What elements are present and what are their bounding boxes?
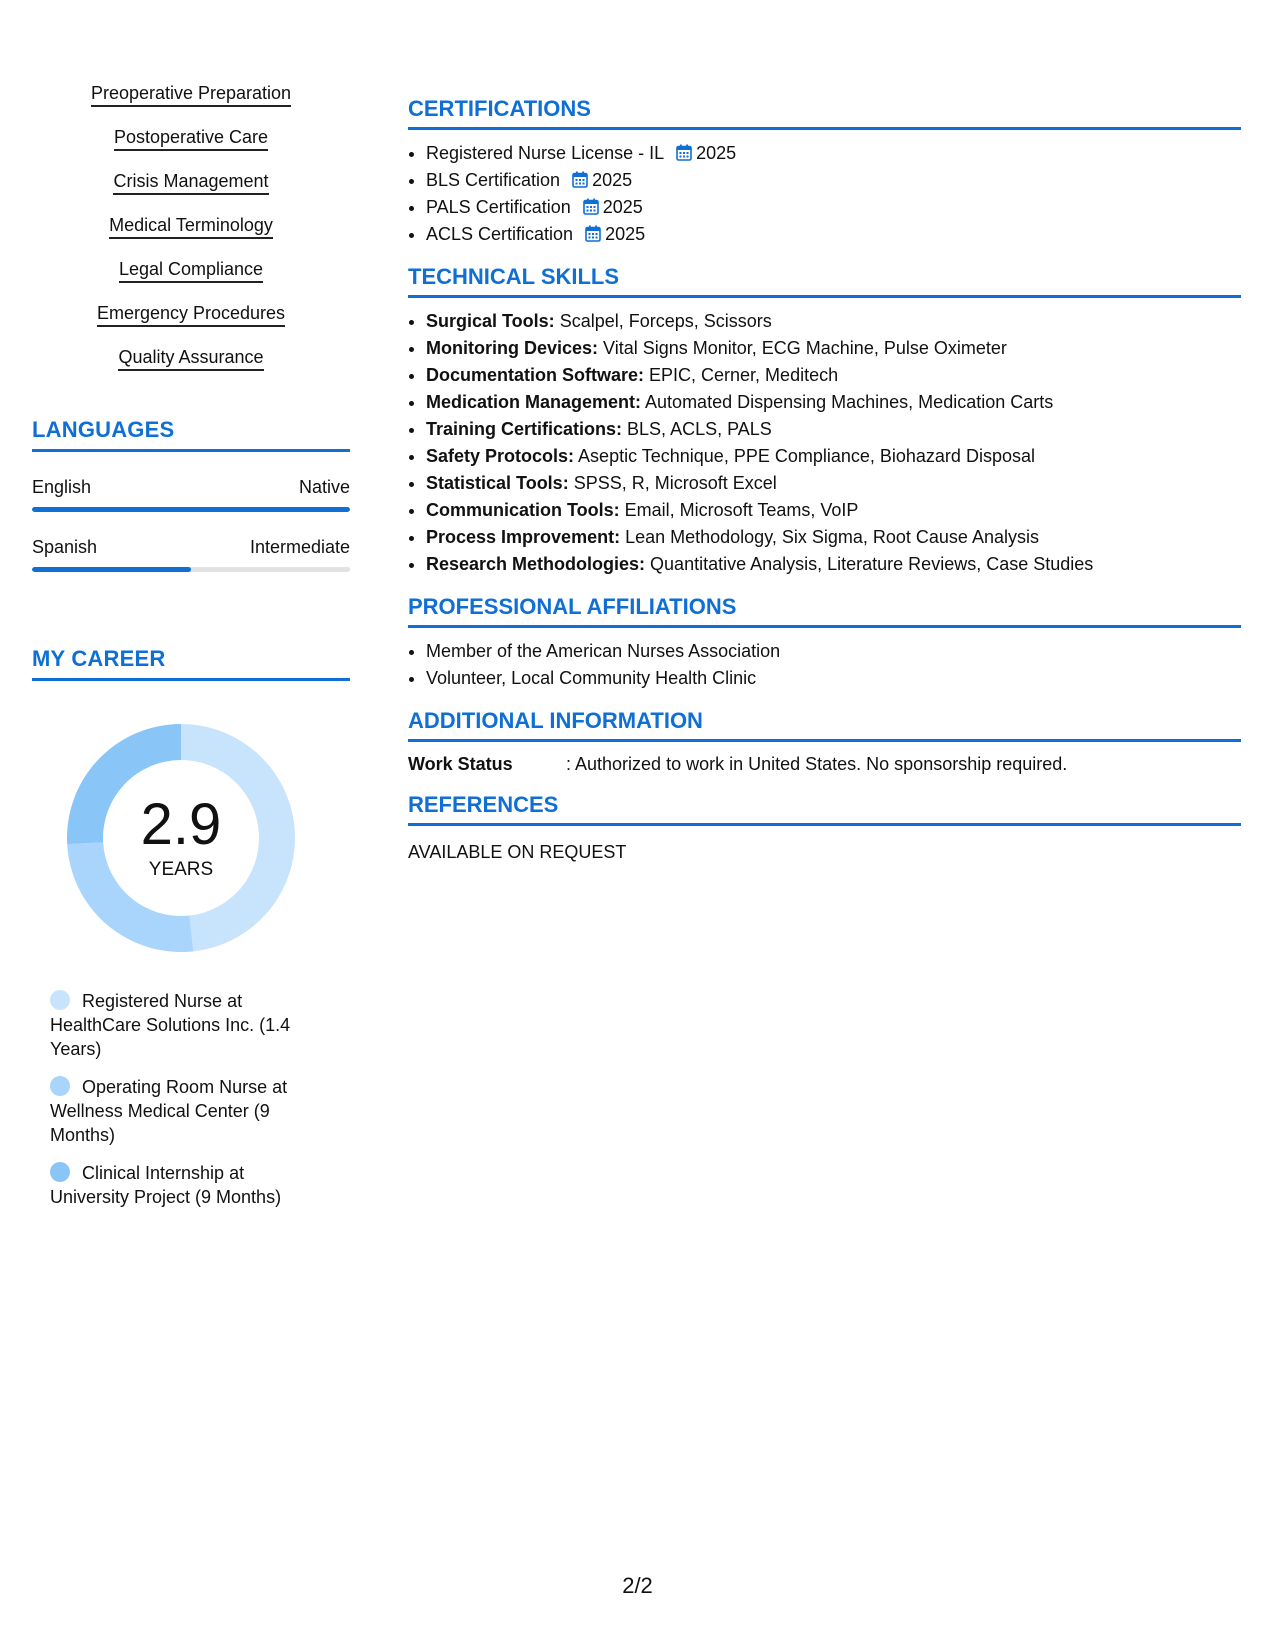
calendar-icon [585, 223, 601, 240]
career-section [32, 646, 350, 1209]
left-column [32, 82, 350, 1223]
languages-section [32, 417, 350, 572]
language-level: Intermediate [249, 537, 350, 557]
language-bar-fill [32, 567, 191, 572]
technical-skill-item: • Surgical Tools: Scalpel, Forceps, Scissors [426, 308, 1241, 335]
language-name: Spanish [32, 537, 98, 557]
references-title: REFERENCES [408, 792, 1241, 826]
work-status-row [408, 752, 1241, 776]
technical-skill-item: • Monitoring Devices: Vital Signs Monitor, ECG Machine, Pulse Oximeter [426, 335, 1241, 362]
skill-item: Legal Compliance [32, 258, 350, 283]
language-item [32, 536, 350, 572]
skill-item: Emergency Procedures [32, 302, 350, 327]
technical-skill-item: • Statistical Tools: SPSS, R, Microsoft Excel [426, 470, 1241, 497]
affiliations-list [408, 638, 1241, 692]
affiliations-section [408, 594, 1241, 692]
calendar-icon [583, 196, 599, 213]
technical-skills-title: TECHNICAL SKILLS [408, 264, 1241, 298]
language-bar [32, 567, 350, 572]
language-item [32, 476, 350, 512]
career-total: 2.9 [140, 792, 222, 857]
certification-item: • ACLS Certification 2025 [426, 221, 1241, 248]
career-legend [50, 989, 320, 1209]
legend-dot [50, 990, 70, 1010]
technical-skill-item: • Safety Protocols: Aseptic Technique, PPE Compliance, Biohazard Disposal [426, 443, 1241, 470]
technical-skill-item: • Medication Management: Automated Dispensing Machines, Medication Carts [426, 389, 1241, 416]
technical-skill-item: • Training Certifications: BLS, ACLS, PALS [426, 416, 1241, 443]
affiliation-item: • Member of the American Nurses Association [426, 638, 1241, 665]
language-level: Native [298, 477, 350, 497]
legend-dot [50, 1162, 70, 1182]
skills-list [32, 82, 350, 371]
technical-skill-item: • Communication Tools: Email, Microsoft Teams, VoIP [426, 497, 1241, 524]
language-bar-fill [32, 507, 350, 512]
skill-item: Preoperative Preparation [32, 82, 350, 107]
career-donut [66, 723, 296, 953]
certification-item: • Registered Nurse License - IL 2025 [426, 140, 1241, 167]
legend-item: Operating Room Nurse at Wellness Medical Center (9 Months) [50, 1077, 288, 1145]
technical-skill-item: • Process Improvement: Lean Methodology, Six Sigma, Root Cause Analysis [426, 524, 1241, 551]
certifications-list [408, 140, 1241, 248]
certification-item: • BLS Certification 2025 [426, 167, 1241, 194]
references-section [408, 792, 1241, 864]
skill-item: Medical Terminology [32, 214, 350, 239]
language-name: English [32, 477, 92, 497]
legend-item: Registered Nurse at HealthCare Solutions Inc. (1.4 Years) [50, 991, 291, 1059]
skill-item: Crisis Management [32, 170, 350, 195]
languages-title: LANGUAGES [32, 417, 350, 452]
calendar-icon [572, 169, 588, 186]
certifications-title: CERTIFICATIONS [408, 96, 1241, 130]
additional-info-section [408, 708, 1241, 776]
certifications-section [408, 96, 1241, 248]
legend-dot [50, 1076, 70, 1096]
calendar-icon [676, 142, 692, 159]
affiliations-title: PROFESSIONAL AFFILIATIONS [408, 594, 1241, 628]
technical-skill-item: • Research Methodologies: Quantitative Analysis, Literature Reviews, Case Studies [426, 551, 1241, 578]
skill-item: Quality Assurance [32, 346, 350, 371]
technical-skills-section [408, 264, 1241, 578]
references-text: AVAILABLE ON REQUEST [408, 842, 627, 862]
work-status-value: : Authorized to work in United States. No sponsorship required. [566, 754, 1068, 774]
right-column [408, 96, 1241, 864]
skill-item: Postoperative Care [32, 126, 350, 151]
language-bar [32, 507, 350, 512]
career-title: MY CAREER [32, 646, 350, 681]
page-number: 2/2 [622, 1573, 653, 1598]
legend-item: Clinical Internship at University Project (9 Months) [50, 1163, 282, 1207]
certification-item: • PALS Certification 2025 [426, 194, 1241, 221]
technical-skill-item: • Documentation Software: EPIC, Cerner, Meditech [426, 362, 1241, 389]
affiliation-item: • Volunteer, Local Community Health Clinic [426, 665, 1241, 692]
technical-skills-list [408, 308, 1241, 578]
additional-info-title: ADDITIONAL INFORMATION [408, 708, 1241, 742]
career-unit: YEARS [148, 859, 214, 880]
work-status-label: Work Status [408, 754, 513, 774]
